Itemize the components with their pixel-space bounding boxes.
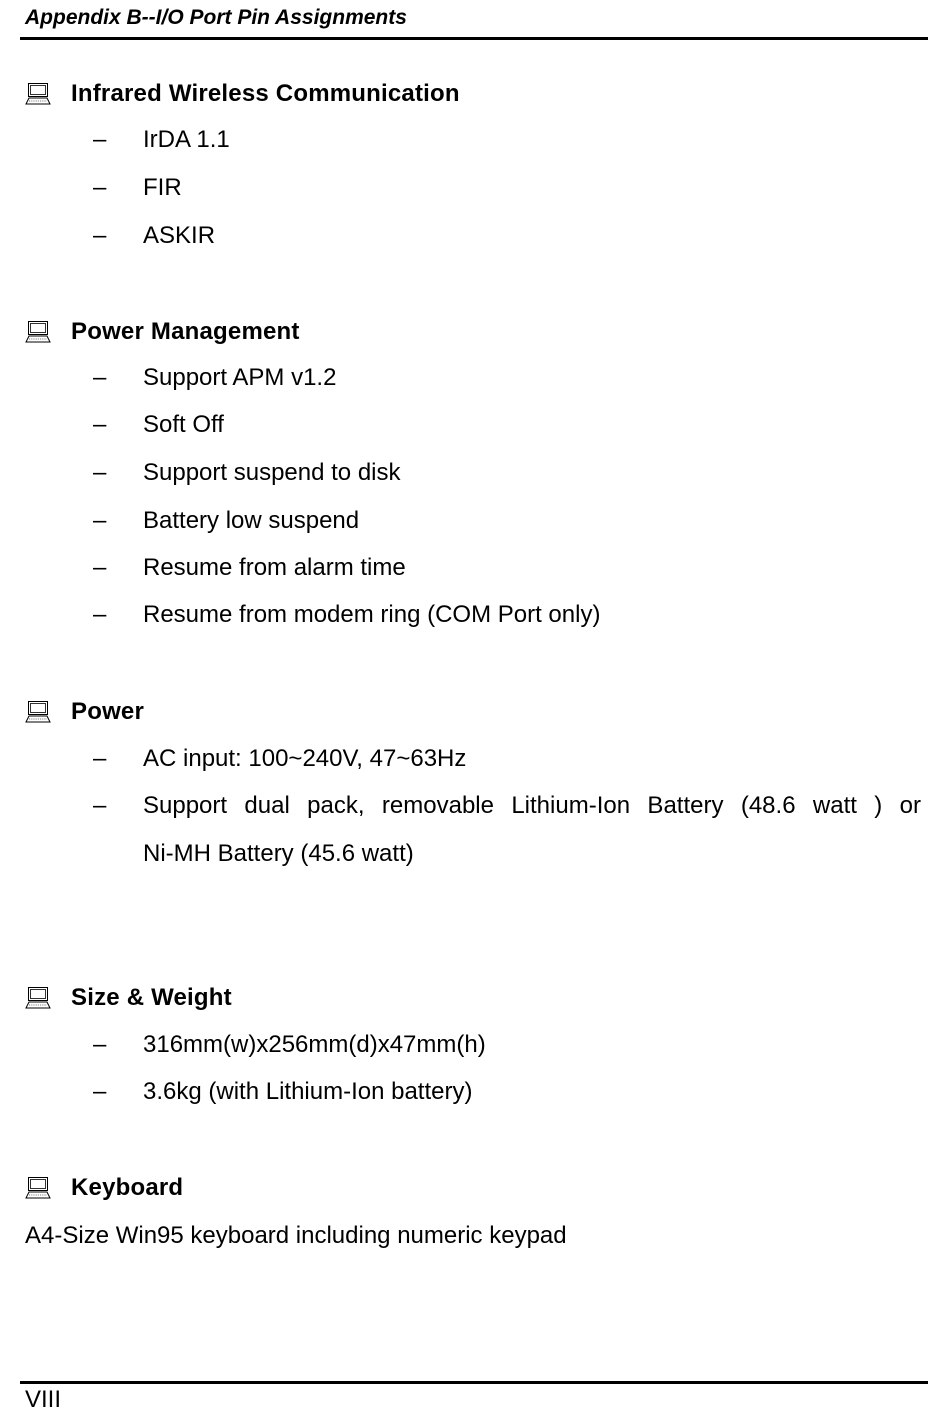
dash-bullet: –: [93, 364, 107, 391]
laptop-icon: [25, 83, 51, 105]
dash-bullet: –: [93, 1078, 107, 1105]
dash-bullet: –: [93, 411, 107, 438]
list-item-text: Support APM v1.2: [143, 364, 337, 391]
list-item-text: Battery low suspend: [143, 507, 360, 534]
laptop-icon: [25, 987, 51, 1009]
list-item-text: FIR: [143, 174, 182, 201]
dash-bullet: –: [93, 126, 107, 153]
list-item-text: Support suspend to disk: [143, 459, 401, 486]
dash-bullet: –: [93, 601, 107, 628]
dash-bullet: –: [93, 222, 107, 249]
keyboard-description: A4-Size Win95 keyboard including numeric keypad: [25, 1222, 567, 1249]
dash-bullet: –: [93, 1031, 107, 1058]
list-item-text: AC input: 100~240V, 47~63Hz: [143, 745, 467, 772]
dash-bullet: –: [93, 745, 107, 772]
dash-bullet: –: [93, 554, 107, 581]
list-item-text: Support dual pack, removable Lithium-Ion Battery (48.6 watt ) or: [143, 792, 921, 819]
list-item-text: ASKIR: [143, 222, 216, 249]
list-item-text: 3.6kg (with Lithium-Ion battery): [143, 1078, 473, 1105]
page-number: VIII: [25, 1386, 62, 1413]
header-rule: [20, 37, 928, 40]
dash-bullet: –: [93, 792, 107, 819]
page-header-title: Appendix B--I/O Port Pin Assignments: [25, 6, 407, 29]
footer-rule: [20, 1381, 928, 1384]
list-item-text: IrDA 1.1: [143, 126, 230, 153]
section-title: Infrared Wireless Communication: [71, 80, 460, 107]
dash-bullet: –: [93, 459, 107, 486]
laptop-icon: [25, 701, 51, 723]
list-item-text: Soft Off: [143, 411, 224, 438]
section-title: Power: [71, 698, 145, 725]
dash-bullet: –: [93, 507, 107, 534]
list-item-text: 316mm(w)x256mm(d)x47mm(h): [143, 1031, 486, 1058]
laptop-icon: [25, 1177, 51, 1199]
section-title: Power Management: [71, 318, 300, 345]
section-title: Size & Weight: [71, 984, 232, 1011]
laptop-icon: [25, 321, 51, 343]
section-title: Keyboard: [71, 1174, 184, 1201]
dash-bullet: –: [93, 174, 107, 201]
list-item-text: Resume from alarm time: [143, 554, 406, 581]
list-item-text: Resume from modem ring (COM Port only): [143, 601, 601, 628]
list-item-text: Ni-MH Battery (45.6 watt): [143, 840, 414, 867]
